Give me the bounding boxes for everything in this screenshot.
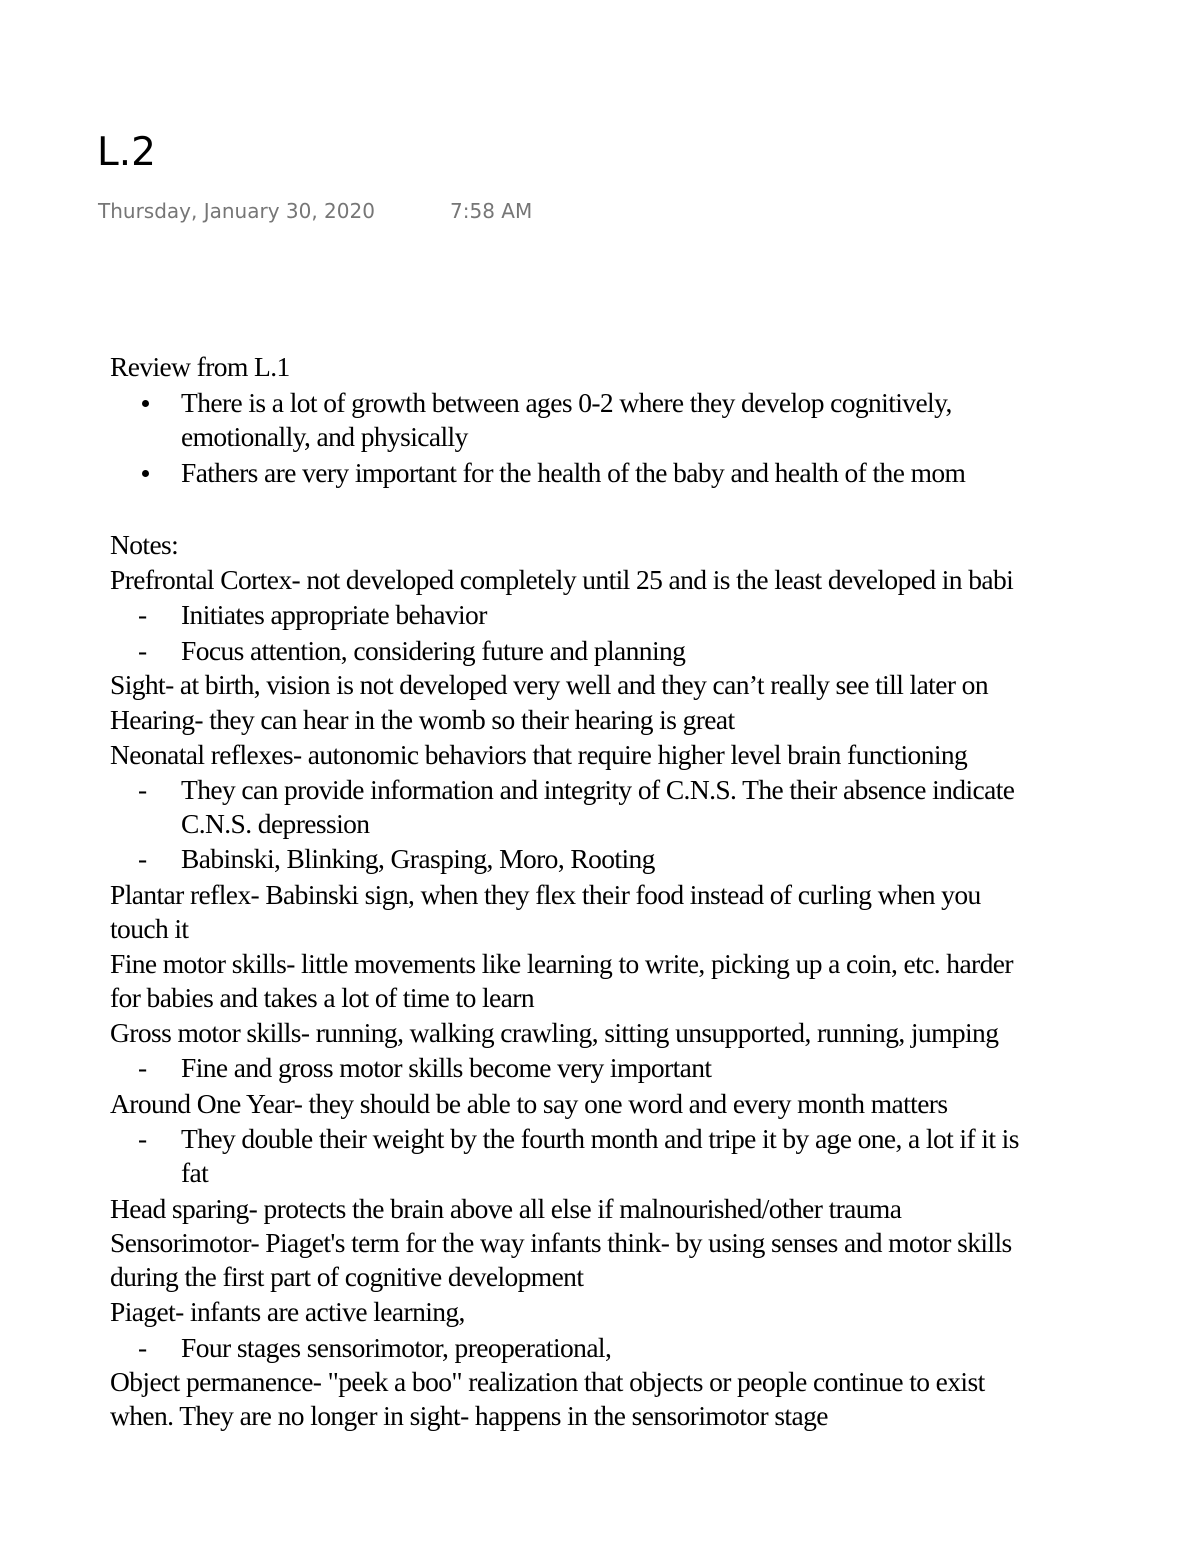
note-prefrontal: Prefrontal Cortex- not developed completely until 25 and is the least developed in babi — [110, 564, 1014, 595]
page-title: L.2 — [97, 130, 156, 175]
note-sensorimotor-1: Sensorimotor- Piaget's term for the way infants think- by using senses and motor skills — [110, 1227, 1012, 1258]
note-object-permanence-2: when. They are no longer in sight- happens in the sensorimotor stage — [110, 1400, 828, 1431]
note-piaget: Piaget- infants are active learning, — [110, 1296, 465, 1327]
note-head-sparing: Head sparing- protects the brain above all else if malnourished/other trauma — [110, 1193, 902, 1224]
note-sub-reflex-list: Babinski, Blinking, Grasping, Moro, Rooting — [181, 843, 655, 874]
review-bullet-2-line-1: Fathers are very important for the health of the baby and health of the mom — [181, 457, 966, 488]
note-sub-motor-important: Fine and gross motor skills become very important — [181, 1052, 712, 1083]
note-sight: Sight- at birth, vision is not developed very well and they can’t really see till later on — [110, 669, 988, 700]
note-sub-cns-2: C.N.S. depression — [181, 808, 370, 839]
note-sub-cns-1: They can provide information and integrity of C.N.S. The their absence indicate — [181, 774, 1015, 805]
dash-icon: - — [138, 843, 147, 874]
note-plantar-2: touch it — [110, 913, 189, 944]
bullet-icon — [142, 400, 149, 407]
note-object-permanence-1: Object permanence- "peek a boo" realization that objects or people continue to exist — [110, 1366, 985, 1397]
review-bullet-1-line-2: emotionally, and physically — [181, 421, 468, 452]
note-fine-motor-1: Fine motor skills- little movements like learning to write, picking up a coin, etc. harder — [110, 948, 1013, 979]
note-sub-four-stages: Four stages sensorimotor, preoperational, — [181, 1332, 612, 1363]
page-date: Thursday, January 30, 2020 — [98, 199, 375, 223]
note-gross-motor: Gross motor skills- running, walking crawling, sitting unsupported, running, jumping — [110, 1017, 999, 1048]
page-time: 7:58 AM — [450, 199, 533, 223]
note-hearing: Hearing- they can hear in the womb so their hearing is great — [110, 704, 735, 735]
dash-icon: - — [138, 599, 147, 630]
dash-icon: - — [138, 1052, 147, 1083]
review-bullet-1-line-1: There is a lot of growth between ages 0-2 where they develop cognitively, — [181, 387, 952, 418]
dash-icon: - — [138, 1332, 147, 1363]
note-sub-weight-2: fat — [181, 1157, 209, 1188]
dash-icon: - — [138, 635, 147, 666]
review-heading: Review from L.1 — [110, 351, 290, 382]
dash-icon: - — [138, 774, 147, 805]
note-one-year: Around One Year- they should be able to say one word and every month matters — [110, 1088, 948, 1119]
note-neonatal: Neonatal reflexes- autonomic behaviors that require higher level brain functioning — [110, 739, 968, 770]
notes-heading: Notes: — [110, 529, 179, 560]
note-plantar-1: Plantar reflex- Babinski sign, when they flex their food instead of curling when you — [110, 879, 981, 910]
note-sub-weight-1: They double their weight by the fourth month and tripe it by age one, a lot if it is — [181, 1123, 1019, 1154]
dash-icon: - — [138, 1123, 147, 1154]
page-meta — [98, 199, 533, 223]
note-sensorimotor-2: during the first part of cognitive development — [110, 1261, 584, 1292]
bullet-icon — [142, 470, 149, 477]
note-sub-focus: Focus attention, considering future and planning — [181, 635, 686, 666]
note-fine-motor-2: for babies and takes a lot of time to learn — [110, 982, 534, 1013]
note-sub-initiates: Initiates appropriate behavior — [181, 599, 487, 630]
